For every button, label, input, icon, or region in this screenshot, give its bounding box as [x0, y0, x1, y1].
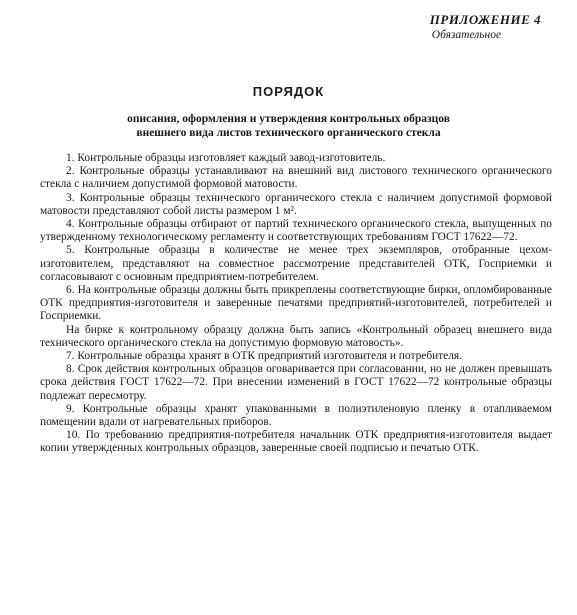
paragraph-7: 7. Контрольные образцы хранят в ОТК предприятий изготовителя и потребителя. — [66, 350, 463, 363]
paragraph-5: 5. Контрольные образцы в количестве не менее трех экземпляров, отобранные цехом-изготовителем, представляют на совместное рассмотрение представителей ОТК, Госприемки и согласовывают с основным предприятием-потребителем. — [40, 244, 552, 283]
document-heading: ПОРЯДОК — [252, 84, 325, 99]
paragraph-6: 6. На контрольные образцы должны быть прикреплены соответствующие бирки, опломбированные ОТК предприятия-изготовителя и заверенные печатями предприятий-изготовителей, потребителей и Госприемки. — [40, 284, 552, 323]
paragraph-2: 2. Контрольные образцы устанавливают на внешний вид листового технического органического стекла с наличием допустимой формовой матовости. — [40, 165, 552, 191]
paragraph-8: 8. Срок действия контрольных образцов оговаривается при согласовании, но не должен превышать срока действия ГОСТ 17622—72. При внесении изменений в ГОСТ 17622—72 контрольные образцы подлежат пересмотру. — [40, 363, 552, 402]
paragraph-9: 9. Контрольные образцы хранят упакованными в полиэтиленовую пленку в отапливаемом помещении вдали от нагревательных приборов. — [40, 402, 552, 429]
paragraph-10: 10. По требованию предприятия-потребителя начальник ОТК предприятия-изготовителя выдает копии утвержденных контрольных образцов, заверенные своей подписью и печатью ОТК. — [40, 429, 552, 455]
subheading-line: описания, оформления и утверждения контрольных образцов — [127, 113, 450, 125]
paragraph-4: 4. Контрольные образцы отбирают от партий технического органического стекла, выпущенных по утвержденному технологическому регламенту и соответствующих требованиям ГОСТ 17622—72. — [40, 218, 552, 244]
document-subheading — [40, 112, 537, 140]
appendix-label — [430, 12, 541, 41]
paragraph-3: 3. Контрольные образцы технического органического стекла с наличием допустимой формовой матовости представляют собой листы размером 1 м². — [40, 191, 552, 217]
paragraph-6-note: На бирке к контрольному образцу должна быть запись «Контрольный образец внешнего вида технического органического стекла на допустимую формовую матовость». — [40, 323, 552, 349]
appendix-subtitle: Обязательное — [431, 29, 502, 41]
paragraph-1: 1. Контрольные образцы изготовляет каждый завод-изготовитель. — [66, 152, 386, 164]
appendix-title: ПРИЛОЖЕНИЕ 4 — [429, 12, 541, 27]
subheading-line: внешнего вида листов технического органического стекла — [136, 127, 441, 139]
document-body — [40, 152, 552, 456]
